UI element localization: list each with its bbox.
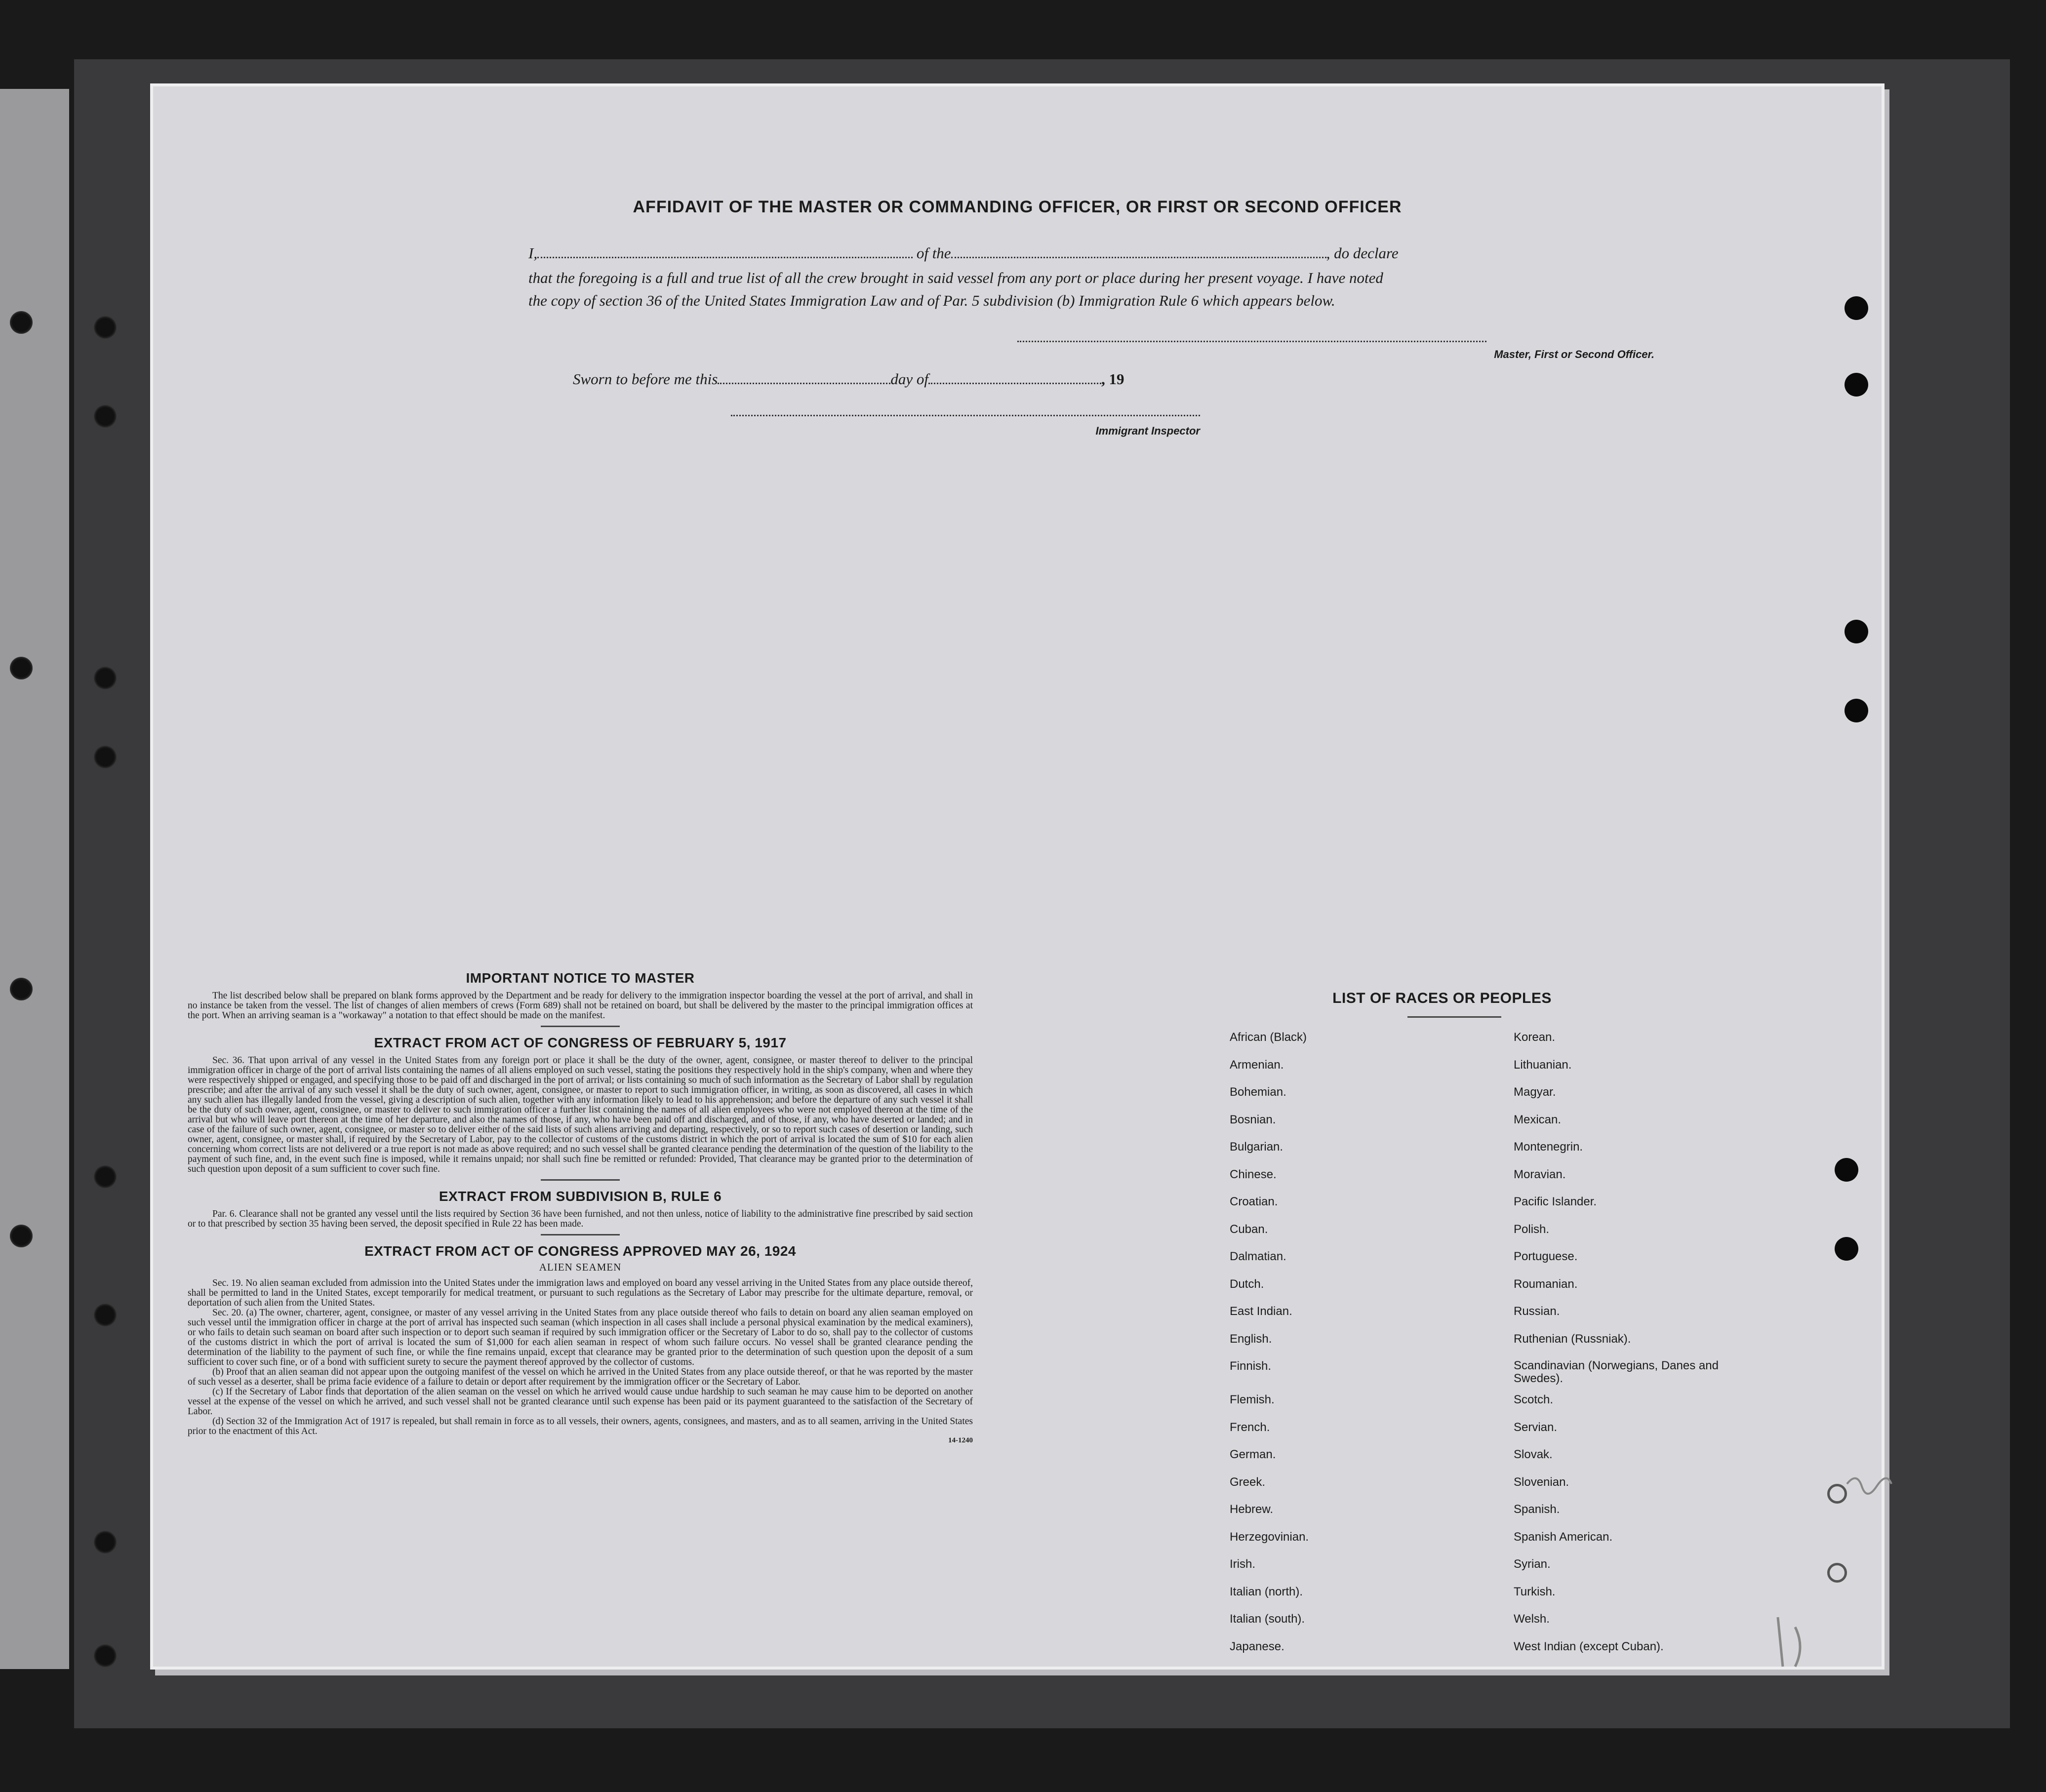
form-number: 14-1240 <box>948 1436 973 1444</box>
affidavit-of-the: of the <box>916 244 951 262</box>
extract-1924-sec20d: (d) Section 32 of the Immigration Act of 1917 is repealed, but shall remain in force as to all vessels, their owners, agents, consignees, and masters, and as to all seamen, arriving in the United States prior to the enactment of this Act. <box>188 1416 973 1436</box>
extract-1924-title: EXTRACT FROM ACT OF CONGRESS APPROVED MAY 26, 1924 <box>364 1243 796 1259</box>
race-item: Syrian. <box>1514 1557 1551 1571</box>
extract-1917-text: Sec. 36. That upon arrival of any vessel in the United States from any foreign port or place it shall be the duty of the owner, agent, consignee, or master thereof to deliver to the principal immigration officer in charge of the port of arrival lists containing the names of all aliens employed on such vessel, stating the positions they respectively hold in the ship's company, when and where they were respectively shipped or engaged, and specifying those to be paid off and discharged in the port of arrival; or lists containing so much of such information as the Secretary of Labor shall by regulation prescribe; and after the arrival of any such vessel it shall be the duty of such owner, agent, consignee, or master to report to such immigration officer, in writing, as soon as discovered, all cases in which any such alien has illegally landed from the vessel, giving a description of such alien, together with any information likely to lead to his apprehension; and before the departure of any such vessel it shall be the duty of such owner, agent, consignee, or master to deliver to such immigration officer a further list containing the names of all alien employees who were not employed thereon at the time of the arrival but who will leave port thereon at the time of her departure, and also the names of those, if any, who have been paid off and discharged, and of those, if any, who have deserted or landed; and in case of the failure of such owner, agent, consignee, or master so to deliver either of the said lists of such aliens arriving and departing, respectively, or so to report such cases of desertion or landing, such owner, agent, consignee, or master shall, if required by the Secretary of Labor, pay to the collector of customs of the customs district in which the port of arrival is located the sum of $10 for each alien concerning whom correct lists are not delivered or a true report is not made as above required; and no such vessel shall be granted clearance pending the determination of the question of the liability to the payment of such fine, and, in the event such fine is imposed, while it remains unpaid; nor shall such fine be remitted or refunded: Provided, That clearance may be granted prior to the determination of such question upon deposit of a sum sufficient to cover such fine. <box>188 1055 973 1174</box>
binder-post <box>94 667 117 689</box>
separator <box>541 1234 620 1235</box>
race-item: East Indian. <box>1230 1305 1292 1318</box>
manifest-page <box>153 86 1882 1667</box>
sworn-line <box>573 370 1124 388</box>
race-item: Roumanian. <box>1514 1277 1578 1291</box>
race-item: Turkish. <box>1514 1585 1556 1598</box>
race-item: Pacific Islander. <box>1514 1195 1597 1208</box>
extract-1917-title: EXTRACT FROM ACT OF CONGRESS OF FEBRUARY 5, 1917 <box>374 1035 787 1050</box>
punch-hole <box>1835 1237 1858 1261</box>
race-item: German. <box>1230 1448 1276 1461</box>
punch-hole <box>1845 296 1868 320</box>
race-item: Dutch. <box>1230 1277 1264 1291</box>
race-item: French. <box>1230 1420 1270 1434</box>
race-item: Japanese. <box>1230 1639 1284 1653</box>
race-item: English. <box>1230 1332 1272 1346</box>
race-item: Scandinavian (Norwegians, Danes and Swedes). <box>1514 1359 1719 1385</box>
name-blank <box>537 256 913 258</box>
race-item: Ruthenian (Russniak). <box>1514 1332 1631 1346</box>
race-item: Moravian. <box>1514 1167 1566 1181</box>
race-item: Herzegovinian. <box>1230 1530 1309 1544</box>
extract-1924-sec20a: Sec. 20. (a) The owner, charterer, agent, consignee, or master of any vessel arriving in the United States from any place outside thereof who fails to detain on board any alien seaman employed on such vessel until the immigration officer in charge at the port of arrival has inspected such seaman (which inspection in all cases shall include a personal physical examination by the medical examiners), or who fails to detain such seaman on board after such inspection or to deport such seaman if required by such immigration officer or the Secretary of Labor to do so, shall pay to the collector of customs of the customs district in which the port of arrival is located the sum of $1,000 for each alien seaman in respect of whom such failure occurs. No vessel shall be granted clearance pending the determination of the liability to the payment of such fine, or while the fine remains unpaid, except that clearance may be granted prior to the determination of such question upon the deposit of a sum sufficient to cover such fine, or of a bond with sufficient surety to secure the payment thereof approved by the collector of customs. <box>188 1308 973 1367</box>
race-item: Lithuanian. <box>1514 1058 1572 1072</box>
race-item: Servian. <box>1514 1420 1558 1434</box>
vessel-blank <box>951 256 1326 258</box>
extract-rule6-text: Par. 6. Clearance shall not be granted any vessel until the lists required by Section 36 have been furnished, and not then unless, notice of liability to the administrative fine prescribed by said section or to that prescribed by section 35 having been served, the deposit specified in Rule 22 has been made. <box>188 1209 973 1229</box>
affidavit-do-declare: , do declare <box>1326 244 1399 262</box>
race-item: Croatian. <box>1230 1195 1278 1208</box>
race-item: Welsh. <box>1514 1612 1550 1626</box>
binder-edge-strip <box>0 89 69 1669</box>
inspector-signature-line <box>731 415 1200 416</box>
race-item: Polish. <box>1514 1222 1550 1236</box>
race-item: Hebrew. <box>1230 1503 1274 1516</box>
handwritten-margin-note <box>1842 1464 1901 1504</box>
race-item: Korean. <box>1514 1031 1556 1044</box>
binder-post <box>10 311 33 334</box>
extract-1924-sec20b: (b) Proof that an alien seaman did not appear upon the outgoing manifest of the vessel on which he arrived in the United States from any place outside thereof, or that he was reported by the master of such vessel as a deserter, shall be prima facie evidence of a failure to detain or deport after requirement by the immigration officer or the Secretary of Labor. <box>188 1367 973 1387</box>
race-item: Scotch. <box>1514 1393 1554 1406</box>
binder-post <box>94 1644 117 1667</box>
sworn-label: Sworn to before me this <box>573 370 718 388</box>
race-item: Italian (south). <box>1230 1612 1305 1626</box>
race-item: Bulgarian. <box>1230 1140 1284 1154</box>
binder-post <box>94 1165 117 1188</box>
race-item: West Indian (except Cuban). <box>1514 1639 1664 1653</box>
notice-title: IMPORTANT NOTICE TO MASTER <box>466 970 695 986</box>
race-item: Dalmatian. <box>1230 1250 1286 1263</box>
race-item: African (Black) <box>1230 1031 1307 1044</box>
binder-post <box>10 1225 33 1247</box>
extract-1924-sec19: Sec. 19. No alien seaman excluded from admission into the United States under the immigration laws and employed on board any vessel arriving in the United States from any place outside thereof, shall be permitted to land in the United States, except temporarily for medical treatment, or pursuant to such regulations as the Secretary of Labor may prescribe for the ultimate departure, removal, or deportation of such alien from the United States. <box>188 1278 973 1308</box>
binder-post <box>94 405 117 428</box>
legal-text-column <box>188 970 973 1445</box>
race-item: Bohemian. <box>1230 1085 1286 1099</box>
race-item: Irish. <box>1230 1557 1256 1571</box>
race-item: Chinese. <box>1230 1167 1277 1181</box>
affidavit-line-2: that the foregoing is a full and true list of all the crew brought in said vessel from any port or place during her present voyage. I have noted <box>528 269 1383 286</box>
year-prefix: , 19 <box>1101 370 1124 388</box>
day-of-label: day of <box>890 370 928 388</box>
race-item: Flemish. <box>1230 1393 1275 1406</box>
races-title: LIST OF RACES OR PEOPLES <box>1332 990 1552 1006</box>
day-blank <box>718 382 890 384</box>
separator <box>541 1026 620 1027</box>
race-item: Bosnian. <box>1230 1113 1276 1126</box>
binder-post <box>94 1304 117 1326</box>
extract-1924-subtitle: ALIEN SEAMEN <box>539 1261 622 1273</box>
race-item: Slovenian. <box>1514 1475 1569 1489</box>
race-item: Armenian. <box>1230 1058 1284 1072</box>
punch-hole <box>1845 373 1868 397</box>
extract-rule6-title: EXTRACT FROM SUBDIVISION B, RULE 6 <box>439 1189 722 1204</box>
affidavit-title: AFFIDAVIT OF THE MASTER OR COMMANDING OFFICER, OR FIRST OR SECOND OFFICER <box>633 198 1402 216</box>
punch-hole <box>1845 699 1868 722</box>
race-item: Mexican. <box>1514 1113 1562 1126</box>
binder-post <box>94 746 117 768</box>
affidavit-line-1 <box>528 244 1640 262</box>
separator <box>541 1179 620 1181</box>
month-blank <box>928 382 1101 384</box>
race-item: Spanish. <box>1514 1503 1560 1516</box>
race-item: Slovak. <box>1514 1448 1553 1461</box>
master-signature-label: Master, First or Second Officer. <box>1494 348 1654 360</box>
extract-1924-sec20c: (c) If the Secretary of Labor finds that deportation of the alien seaman on the vessel on which he arrived would cause undue hardship to such seaman he may cause him to be deported on another vessel at the expense of the vessel on which he arrived, and such vessel shall not be granted clearance until such expense has been paid or its payment guaranteed to the satisfaction of the Secretary of Labor. <box>188 1387 973 1417</box>
race-item: Magyar. <box>1514 1085 1556 1099</box>
binder-post <box>94 1531 117 1553</box>
affidavit-i-label: I, <box>528 244 538 262</box>
punch-hole-ring <box>1827 1563 1847 1583</box>
master-signature-line <box>1017 341 1486 342</box>
binder-post <box>94 316 117 339</box>
race-item: Cuban. <box>1230 1222 1268 1236</box>
races-title-rule <box>1407 1016 1501 1018</box>
race-item: Portuguese. <box>1514 1250 1578 1263</box>
affidavit-line-3: the copy of section 36 of the United States Immigration Law and of Par. 5 subdivision (b) Immigration Rule 6 which appears below. <box>528 292 1335 309</box>
race-item: Italian (north). <box>1230 1585 1303 1598</box>
race-item: Greek. <box>1230 1475 1266 1489</box>
race-item: Montenegrin. <box>1514 1140 1583 1154</box>
notice-text: The list described below shall be prepared on blank forms approved by the Department and be ready for delivery to the immigration inspector boarding the vessel at the port of arrival, and shall in no instance be taken from the vessel. The list of changes of alien members of crews (Form 689) shall not be retained on board, but shall be delivered by the master to the principal immigration offices at the port. When an arriving seaman is a "workaway" a notation to that effect should be made on the manifest. <box>188 991 973 1021</box>
inspector-signature-label: Immigrant Inspector <box>1095 425 1200 437</box>
race-item: Finnish. <box>1230 1359 1272 1373</box>
handwritten-mark <box>1768 1607 1817 1681</box>
binder-post <box>10 978 33 1000</box>
punch-hole <box>1835 1158 1858 1182</box>
race-item: Spanish American. <box>1514 1530 1613 1544</box>
punch-hole <box>1845 620 1868 643</box>
race-item: Russian. <box>1514 1305 1560 1318</box>
binder-post <box>10 657 33 679</box>
